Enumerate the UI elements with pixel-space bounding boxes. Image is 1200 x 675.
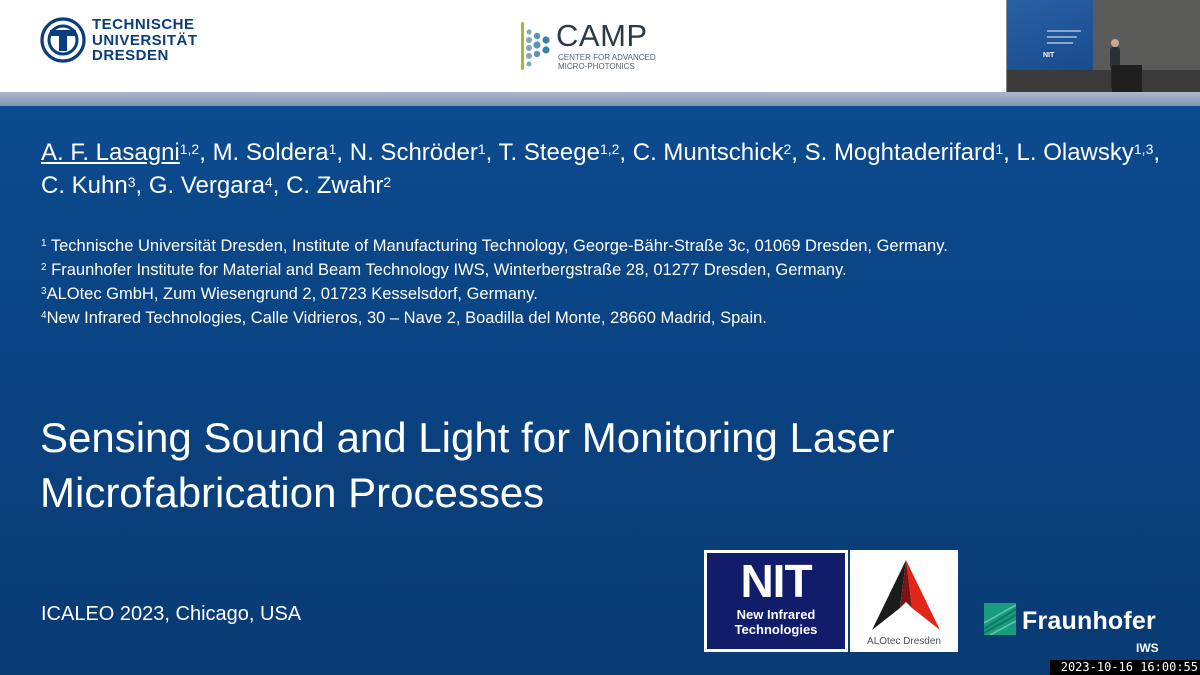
video-screen-line bbox=[1047, 42, 1073, 44]
camp-sub-line1: CENTER FOR ADVANCED bbox=[558, 53, 656, 62]
author-affiliation-index: 1,3 bbox=[1133, 141, 1154, 157]
video-projection-screen bbox=[1007, 0, 1093, 70]
author-name: T. Steege bbox=[498, 139, 600, 166]
presentation-title bbox=[40, 410, 1140, 520]
author-entry bbox=[286, 172, 391, 199]
alotec-label: ALOtec Dresden bbox=[867, 636, 941, 647]
authors-container bbox=[41, 139, 1160, 199]
author-name: L. Olawsky bbox=[1016, 139, 1134, 166]
author-separator: , bbox=[336, 139, 350, 166]
affiliation-index: 2 bbox=[41, 262, 47, 273]
affiliation-item bbox=[41, 258, 1141, 282]
author-entry bbox=[213, 139, 350, 166]
affiliation-index: 4 bbox=[41, 310, 47, 321]
affiliation-text: New Infrared Technologies, Calle Vidrieros, 30 – Nave 2, Boadilla del Monte, 28660 Madrid, Spain. bbox=[46, 309, 767, 327]
author-separator: , bbox=[272, 172, 287, 199]
fraunhofer-name: Fraunhofer bbox=[1022, 607, 1156, 635]
author-affiliation-index: 1 bbox=[995, 141, 1004, 157]
nit-logo-big: NIT bbox=[740, 555, 812, 607]
author-name: A. F. Lasagni bbox=[41, 139, 180, 166]
author-separator: , bbox=[1153, 139, 1161, 166]
author-affiliation-index: 2 bbox=[383, 174, 392, 190]
header-divider-stripe bbox=[0, 92, 1200, 106]
camp-subtitle bbox=[558, 53, 656, 71]
author-name: C. Zwahr bbox=[286, 172, 384, 199]
author-entry bbox=[1017, 139, 1161, 166]
affiliation-item bbox=[41, 306, 1141, 330]
video-screen-line bbox=[1047, 30, 1081, 32]
alotec-logo bbox=[850, 550, 958, 652]
author-separator: , bbox=[135, 172, 149, 199]
author-separator: , bbox=[1003, 139, 1017, 166]
author-separator: , bbox=[485, 139, 499, 166]
author-entry bbox=[805, 139, 1017, 166]
author-affiliation-index: 3 bbox=[127, 174, 136, 190]
author-entry bbox=[633, 139, 805, 166]
author-separator: , bbox=[619, 139, 633, 166]
author-affiliation-index: 1 bbox=[477, 141, 486, 157]
author-affiliation-index: 1,2 bbox=[179, 141, 200, 157]
camp-sub-line2: MICRO-PHOTONICS bbox=[558, 62, 635, 71]
affiliations-container bbox=[41, 234, 1141, 330]
presenter-video-thumbnail[interactable] bbox=[1006, 0, 1200, 106]
author-entry bbox=[499, 139, 633, 166]
affiliation-text: ALOtec GmbH, Zum Wiesengrund 2, 01723 Kesselsdorf, Germany. bbox=[46, 285, 538, 303]
author-entry bbox=[41, 139, 213, 166]
affiliation-list bbox=[41, 234, 1141, 330]
author-name: C. Kuhn bbox=[41, 172, 128, 199]
affiliation-item bbox=[41, 234, 1141, 258]
author-affiliation-index: 1,2 bbox=[599, 141, 620, 157]
fraunhofer-mark-icon bbox=[984, 603, 1016, 635]
author-separator: , bbox=[199, 139, 213, 166]
affiliation-text: Fraunhofer Institute for Material and Beam Technology IWS, Winterbergstraße 28, 01277 Dresden, Germany. bbox=[46, 261, 847, 279]
author-affiliation-index: 2 bbox=[783, 141, 792, 157]
camp-logo bbox=[518, 20, 668, 75]
affiliation-index: 3 bbox=[41, 286, 47, 297]
affiliation-item bbox=[41, 282, 1141, 306]
tud-line2: UNIVERSITÄT bbox=[92, 31, 198, 49]
camp-name: CAMP bbox=[556, 18, 648, 53]
title-line1: Sensing Sound and Light for Monitoring Laser bbox=[40, 414, 895, 461]
author-entry bbox=[149, 172, 286, 199]
author-name: N. Schröder bbox=[349, 139, 478, 166]
tud-logo bbox=[40, 17, 200, 67]
author-entry bbox=[350, 139, 499, 166]
fraunhofer-logo bbox=[984, 601, 1184, 661]
video-screen-text: NIT bbox=[1043, 52, 1055, 59]
author-name: C. Muntschick bbox=[632, 139, 784, 166]
nit-line2: Technologies bbox=[734, 622, 818, 637]
fraunhofer-sub: IWS bbox=[1136, 641, 1159, 655]
author-affiliation-index: 4 bbox=[264, 174, 273, 190]
tud-logo-icon bbox=[40, 17, 86, 63]
video-screen-line bbox=[1047, 36, 1077, 38]
affiliation-index: 1 bbox=[41, 238, 47, 249]
conference-label: ICALEO 2023, Chicago, USA bbox=[41, 603, 302, 625]
nit-logo-sub bbox=[707, 607, 845, 637]
author-name: S. Moghtaderifard bbox=[804, 139, 996, 166]
author-name: G. Vergara bbox=[148, 172, 265, 199]
author-name: M. Soldera bbox=[212, 139, 329, 166]
tud-line3: DRESDEN bbox=[92, 47, 169, 64]
tud-line1: TECHNISCHE bbox=[92, 16, 195, 33]
alotec-triangle-icon bbox=[864, 556, 944, 636]
author-list bbox=[41, 136, 1161, 202]
nit-line1: New Infrared bbox=[736, 607, 816, 622]
camp-dots-icon bbox=[518, 20, 558, 72]
title-line2: Microfabrication Processes bbox=[40, 469, 545, 516]
nit-logo bbox=[704, 550, 848, 652]
author-affiliation-index: 1 bbox=[328, 141, 337, 157]
nit-logo-panel bbox=[707, 553, 845, 649]
tud-logo-text bbox=[92, 17, 198, 64]
video-timestamp: 2023-10-16 16:00:55 bbox=[1050, 660, 1200, 675]
author-separator: , bbox=[791, 139, 805, 166]
author-entry bbox=[41, 172, 149, 199]
affiliation-text: Technische Universität Dresden, Institute of Manufacturing Technology, George-Bähr-Straße 3c, 01069 Dresden, Germany. bbox=[46, 237, 948, 255]
